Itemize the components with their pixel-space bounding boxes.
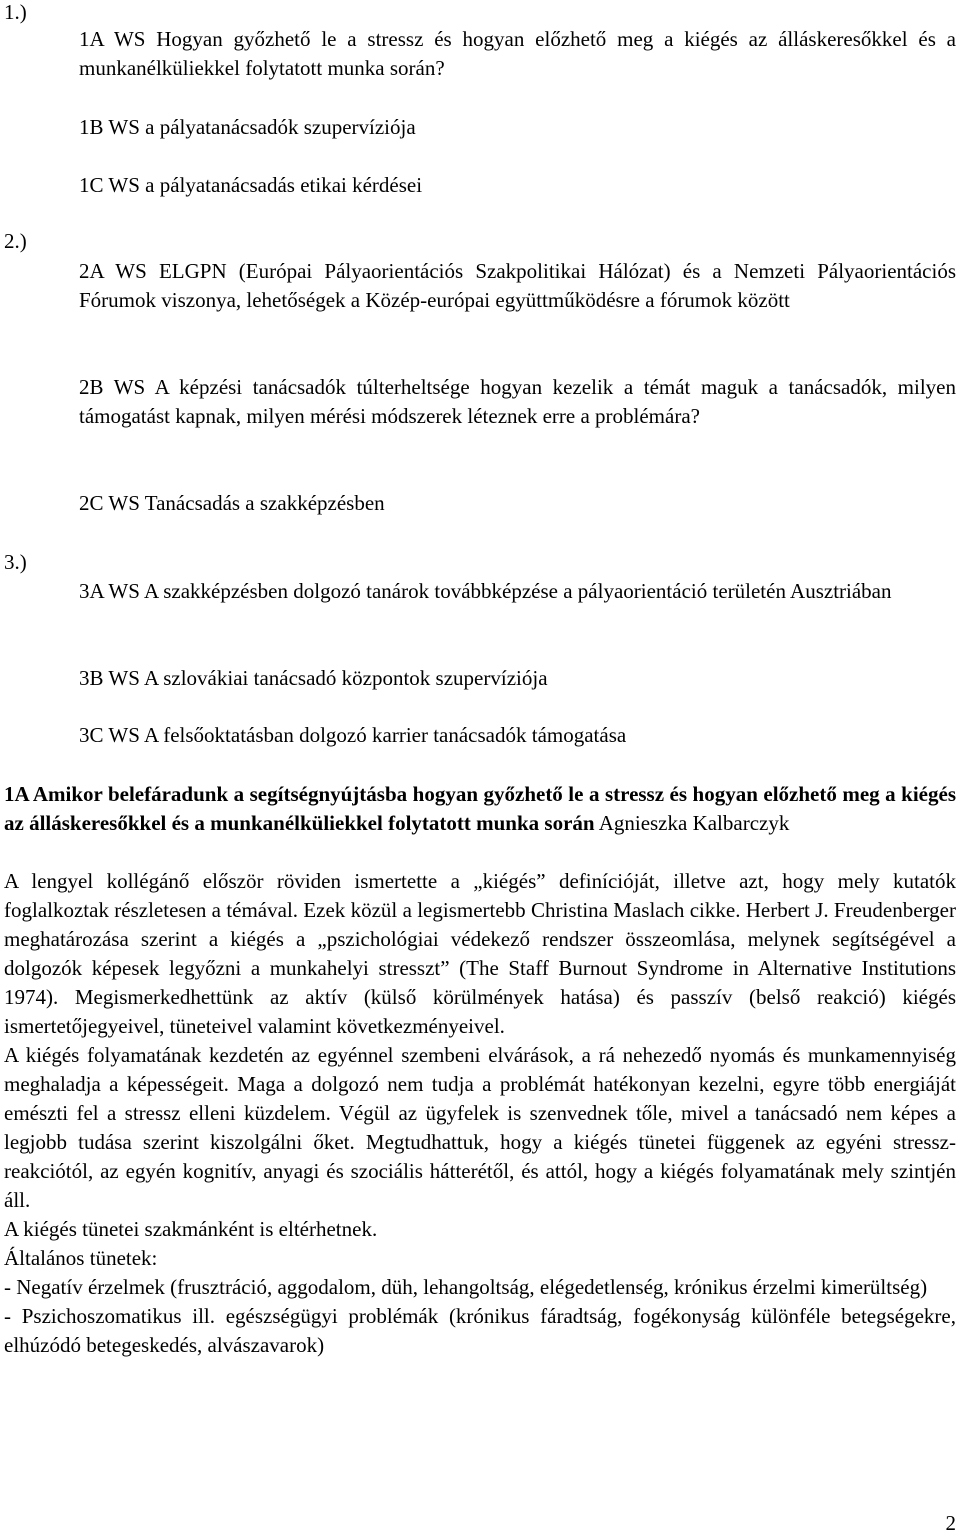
symptom-item-1: - Negatív érzelmek (frusztráció, aggodalom, düh, lehangoltság, elégedetlenség, krónikus érzelmi kimerültség)	[4, 1275, 928, 1299]
page-number: 2	[945, 1511, 956, 1535]
general-symptoms-heading: Általános tünetek:	[4, 1246, 158, 1270]
workshop-3b: 3B WS A szlovákiai tanácsadó központok szupervíziója	[79, 666, 548, 690]
section-heading	[4, 780, 956, 838]
workshop-1c: 1C WS a pályatanácsadás etikai kérdései	[79, 173, 423, 197]
workshop-2a: 2A WS ELGPN (Európai Pályaorientációs Szakpolitikai Hálózat) és a Nemzeti Pályaorientációs Fórumok viszonya, lehetőségek a Közép-európai együttműködésre a fórumok között	[79, 259, 956, 312]
section-heading-author: Agnieszka Kalbarczyk	[598, 811, 790, 835]
workshop-3a: 3A WS A szakképzésben dolgozó tanárok továbbképzése a pályaorientáció területén Ausztriában	[79, 579, 892, 603]
report-paragraph-1: A lengyel kollégánő először röviden ismertette a „kiégés” definícióját, illetve azt, hogy mely kutatók foglalkoztak részletesen a témával. Ezek közül a legismertebb Christina Maslach cikke. Herbert J. Freudenberger meghatározása szerint a kiégés a „pszichológiai védekező rendszer összeomlása, melynek segítségével a dolgozók képesek legyőzni a munkahelyi stresszt” (The Staff Burnout Syndrome in Alternative Institutions 1974). Megismerkedhettünk az aktív (külső körülmények hatása) és passzív (belső reakció) kiégés ismertetőjegyeivel, tüneteivel valamint következményeivel.	[4, 869, 956, 1038]
workshop-2c: 2C WS Tanácsadás a szakképzésben	[79, 491, 385, 515]
workshop-report	[4, 780, 956, 1360]
group-number-1: 1.)	[4, 0, 27, 24]
symptom-item-2: - Pszichoszomatikus ill. egészségügyi problémák (krónikus fáradtság, fogékonyság különféle betegségekre, elhúzódó betegeskedés, alvászavarok)	[4, 1304, 956, 1357]
group-number-3: 3.)	[4, 550, 27, 574]
workshop-1b: 1B WS a pályatanácsadók szupervíziója	[79, 115, 416, 139]
workshop-2b: 2B WS A képzési tanácsadók túlterheltsége hogyan kezelik a témát maguk a tanácsadók, milyen támogatást kapnak, milyen mérési módszerek léteznek erre a problémára?	[79, 375, 956, 428]
workshop-3c: 3C WS A felsőoktatásban dolgozó karrier tanácsadók támogatása	[79, 723, 627, 747]
report-paragraph-2: A kiégés folyamatának kezdetén az egyénnel szembeni elvárások, a rá nehezedő nyomás és munkamennyiség meghaladja a képességeit. Maga a dolgozó nem tudja a problémát hatékonyan kezelni, egyre több energiáját emészti fel a stressz elleni küzdelem. Végül az ügyfelek is szenvednek tőle, mivel a tanácsadó nem képes a legjobb tudása szerint kiszolgálni őket. Megtudhattuk, hogy a kiégés tünetei függenek az egyéni stressz-reakciótól, az egyén kognitív, anyagi és szociális hátterétől, és attól, hogy a kiégés folyamatának mely szintjén áll.	[4, 1043, 956, 1212]
report-paragraph-3: A kiégés tünetei szakmánként is eltérhetnek.	[4, 1217, 378, 1241]
workshop-1a: 1A WS Hogyan győzhető le a stressz és hogyan előzhető meg a kiégés az álláskeresőkkel és a munkanélküliekkel folytatott munka során?	[79, 27, 956, 80]
group-number-2: 2.)	[4, 229, 27, 253]
section-heading-title: 1A Amikor belefáradunk a segítségnyújtásba hogyan győzhető le a stressz és hogyan előzhető meg a kiégés az álláskeresőkkel és a munkanélküliekkel folytatott munka során	[4, 782, 956, 835]
